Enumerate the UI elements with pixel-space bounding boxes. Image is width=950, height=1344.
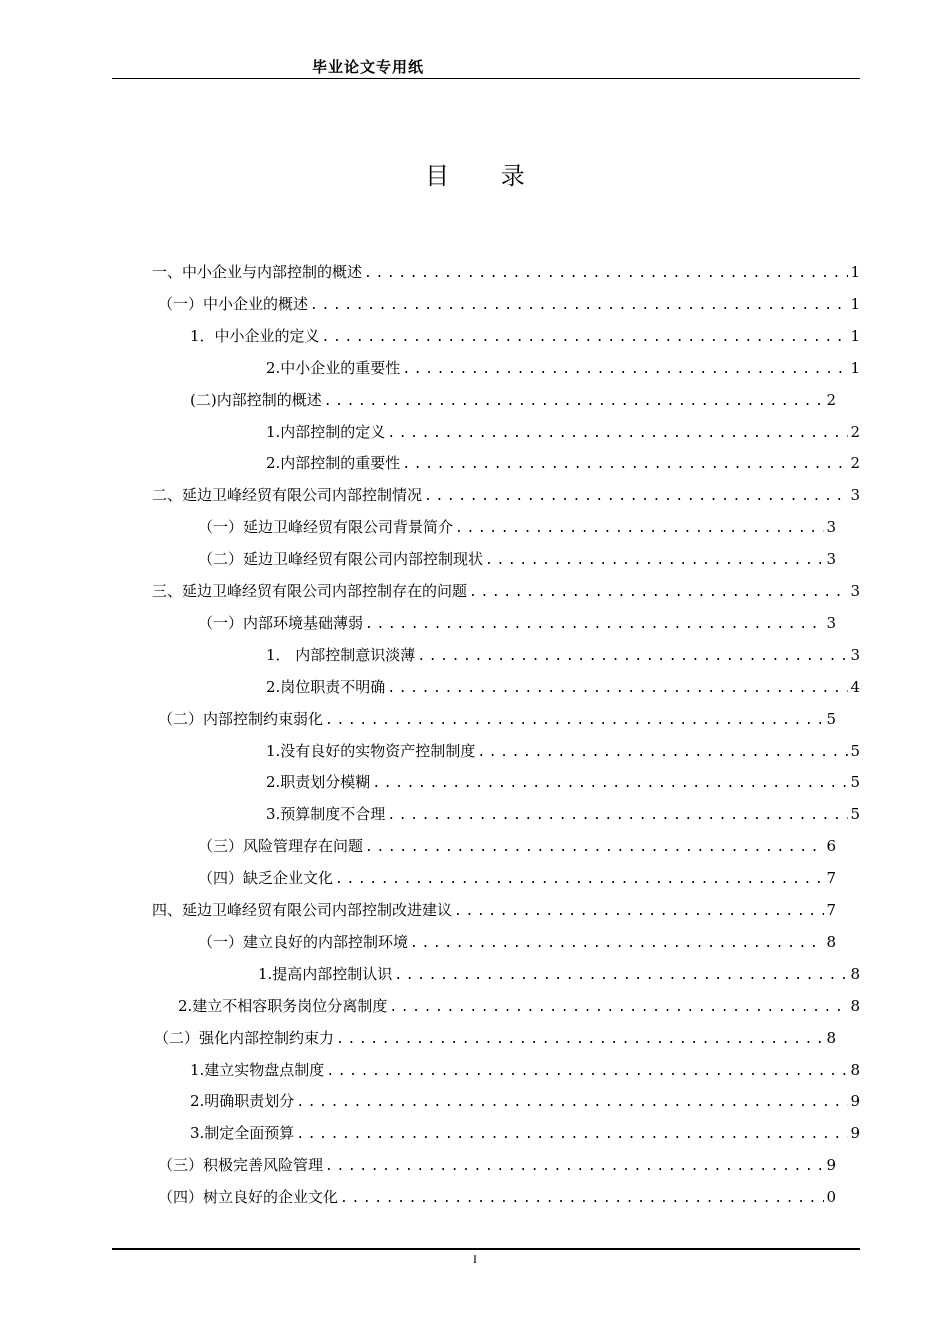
toc-entry[interactable]	[198, 830, 836, 862]
toc-dot-leader	[387, 800, 848, 832]
toc-entry-label: 3.制定全面预算	[190, 1124, 295, 1143]
toc-entry[interactable]	[190, 384, 836, 416]
toc-entry-label: （一）延边卫峰经贸有限公司背景简介	[198, 518, 454, 537]
toc-entry-page: 8	[826, 1028, 836, 1047]
toc-entry[interactable]	[266, 766, 860, 798]
toc-entry-label: 3.预算制度不合理	[266, 805, 386, 824]
toc-dot-leader	[477, 737, 848, 769]
toc-entry-label: 二、延边卫峰经贸有限公司内部控制情况	[152, 486, 423, 505]
toc-entry-label: 2.职责划分模糊	[266, 773, 371, 792]
toc-entry-page: 3	[850, 582, 860, 600]
toc-entry-page: 9	[850, 1124, 860, 1143]
toc-entry[interactable]	[152, 894, 836, 926]
toc-dot-leader	[296, 1087, 848, 1119]
toc-entry[interactable]	[198, 607, 836, 639]
toc-entry[interactable]	[154, 1022, 836, 1054]
toc-dot-leader	[325, 705, 824, 737]
toc-dot-leader	[310, 290, 848, 322]
toc-entry-page: 1	[850, 358, 860, 377]
toc-entry-label: 1．中小企业的定义	[190, 326, 320, 345]
toc-entry-page: 7	[826, 869, 836, 888]
toc-entry-page: 5	[826, 709, 836, 728]
toc-entry-label: 四、延边卫峰经贸有限公司内部控制改进建议	[152, 901, 453, 919]
toc-entry-page: 7	[826, 901, 836, 919]
toc-entry-page: 3	[826, 613, 836, 632]
toc-entry-page: 3	[850, 486, 860, 505]
toc-entry[interactable]	[190, 320, 860, 352]
toc-entry-page: 0	[826, 1188, 836, 1207]
toc-dot-leader	[365, 832, 824, 864]
toc-entry-label: 1.没有良好的实物资产控制制度	[266, 741, 476, 760]
toc-entry-page: 8	[826, 932, 836, 951]
toc-entry-label: （一）建立良好的内部控制环境	[198, 932, 409, 951]
toc-entry-page: 5	[850, 773, 860, 792]
toc-entry-page: 9	[850, 1092, 860, 1111]
toc-dot-leader	[326, 1056, 848, 1088]
toc-entry[interactable]	[198, 926, 836, 958]
toc-dot-leader	[372, 768, 848, 800]
toc-entry[interactable]	[152, 479, 860, 511]
toc-entry-label: （四）树立良好的企业文化	[158, 1188, 339, 1207]
toc-dot-leader	[365, 609, 824, 641]
toc-dot-leader	[335, 864, 824, 896]
toc-dot-leader	[387, 673, 848, 705]
toc-entry-label: 1.提高内部控制认识	[258, 964, 393, 983]
toc-entry[interactable]	[198, 543, 836, 575]
toc-entry[interactable]	[258, 958, 860, 990]
toc-dot-leader	[296, 1119, 848, 1151]
toc-dot-leader	[336, 1024, 824, 1056]
toc-entry-page: 2	[850, 422, 860, 441]
toc-entry-page: 4	[850, 677, 860, 696]
toc-entry[interactable]	[266, 447, 860, 479]
toc-dot-leader	[410, 928, 824, 960]
toc-dot-leader	[485, 545, 824, 577]
toc-entry[interactable]	[158, 1149, 836, 1181]
toc-entry-label: （三）风险管理存在问题	[198, 837, 364, 856]
toc-entry-label: 三、延边卫峰经贸有限公司内部控制存在的问题	[152, 582, 468, 600]
toc-dot-leader	[325, 1151, 824, 1183]
toc-entry-page: 1	[850, 294, 860, 313]
header-title: 毕业论文专用纸	[312, 58, 425, 76]
toc-entry-label: 2.明确职责划分	[190, 1092, 295, 1111]
toc-dot-leader	[454, 896, 824, 928]
header-rule	[112, 78, 860, 79]
toc-entry[interactable]	[190, 1054, 860, 1086]
toc-entry-page: 3	[850, 645, 860, 664]
toc-entry-label: 1.建立实物盘点制度	[190, 1060, 325, 1079]
toc-entry-page: 8	[850, 996, 860, 1015]
toc-dot-leader	[469, 577, 848, 609]
toc-dot-leader	[340, 1183, 824, 1215]
toc-dot-leader	[364, 258, 848, 290]
footer-page-number: I	[473, 1252, 477, 1266]
toc-entry[interactable]	[158, 1181, 836, 1213]
toc-dot-leader	[402, 354, 848, 386]
toc-entry[interactable]	[198, 862, 836, 894]
toc-entry[interactable]	[266, 798, 860, 830]
toc-entry-label: （一）内部环境基础薄弱	[198, 613, 364, 632]
page-title: 目 录	[425, 162, 547, 190]
toc-entry-page: 2	[826, 390, 836, 409]
toc-entry-page: 2	[850, 454, 860, 473]
toc-entry-label: （三）积极完善风险管理	[158, 1156, 324, 1175]
toc-entry-label: 一、中小企业与内部控制的概述	[152, 263, 363, 281]
toc-entry-label: 2.内部控制的重要性	[266, 454, 401, 473]
toc-entry-label: （二）内部控制约束弱化	[158, 709, 324, 728]
toc-entry[interactable]	[158, 288, 860, 320]
toc-dot-leader	[455, 513, 824, 545]
toc-entry-label: 1． 内部控制意识淡薄	[266, 645, 416, 664]
toc-entry[interactable]	[152, 575, 860, 607]
toc-entry-page: 3	[826, 550, 836, 569]
toc-entry-page: 5	[850, 805, 860, 824]
footer-rule	[112, 1248, 860, 1250]
toc-entry-label: 2.中小企业的重要性	[266, 358, 401, 377]
toc-entry[interactable]	[266, 735, 860, 767]
toc-dot-leader	[322, 322, 849, 354]
toc-entry-label: 2.岗位职责不明确	[266, 677, 386, 696]
toc-entry-label: （二）延边卫峰经贸有限公司内部控制现状	[198, 550, 484, 569]
toc-entry-page: 9	[826, 1156, 836, 1175]
toc-entry[interactable]	[190, 1085, 860, 1117]
toc-entry-page: 6	[826, 837, 836, 856]
toc-entry[interactable]	[266, 416, 860, 448]
toc-entry-page: 1	[850, 263, 860, 281]
toc-dot-leader	[389, 992, 848, 1024]
toc-entry[interactable]	[266, 352, 860, 384]
toc-entry-label: （四）缺乏企业文化	[198, 869, 334, 888]
toc-dot-leader	[387, 418, 848, 450]
toc-entry-label: （二）强化内部控制约束力	[154, 1028, 335, 1047]
toc-entry-label: (二)内部控制的概述	[190, 390, 322, 409]
toc-entry[interactable]	[190, 1117, 860, 1149]
toc-entry[interactable]	[152, 256, 860, 288]
toc-dot-leader	[402, 449, 848, 481]
toc-entry-label: 1.内部控制的定义	[266, 422, 386, 441]
toc-entry[interactable]	[198, 511, 836, 543]
toc-entry-page: 8	[850, 1060, 860, 1079]
toc-entry[interactable]	[266, 639, 860, 671]
toc-entry-page: 8	[850, 964, 860, 983]
toc-entry[interactable]	[158, 703, 836, 735]
toc-entry-page: 5	[850, 741, 860, 760]
toc-dot-leader	[324, 386, 825, 418]
toc-entry[interactable]	[178, 990, 860, 1022]
toc-dot-leader	[417, 641, 848, 673]
toc-entry-page: 3	[826, 518, 836, 537]
toc-entry-page: 1	[850, 326, 860, 345]
toc-dot-leader	[424, 481, 848, 513]
toc-entry-label: 2.建立不相容职务岗位分离制度	[178, 996, 388, 1015]
toc-dot-leader	[394, 960, 848, 992]
toc-entry[interactable]	[266, 671, 860, 703]
toc-entry-label: （一）中小企业的概述	[158, 294, 309, 313]
